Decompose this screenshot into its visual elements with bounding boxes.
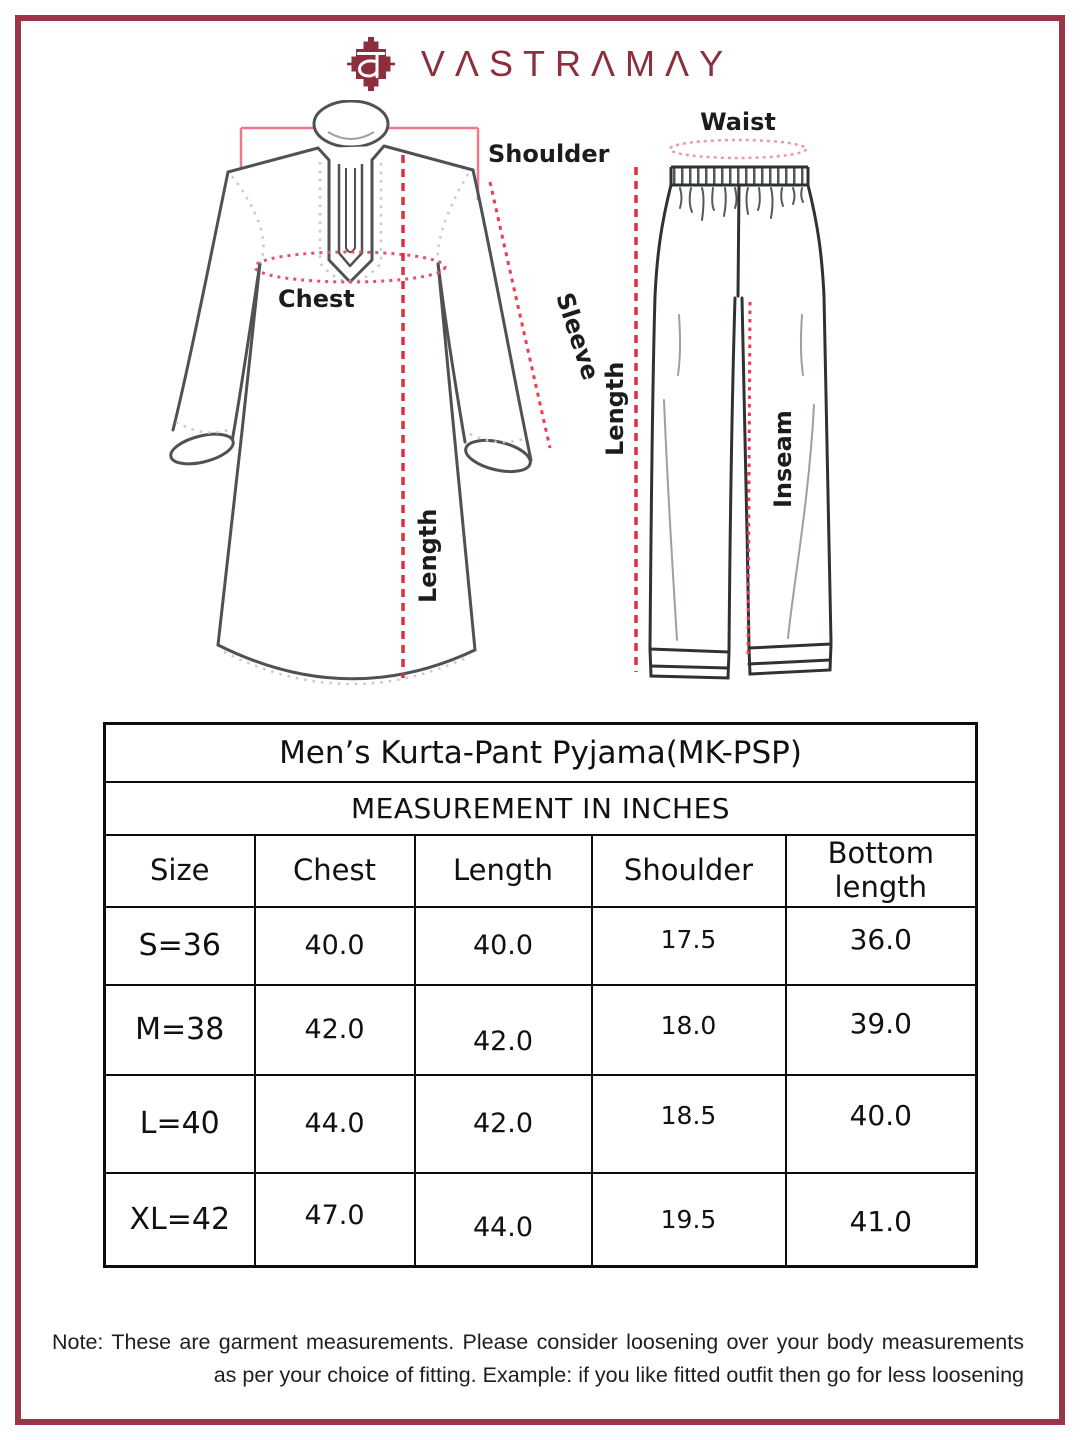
bottom-length-value: 39.0 — [849, 1007, 912, 1040]
brand-icon — [347, 36, 395, 92]
bottom-length-value: 40.0 — [849, 1099, 912, 1132]
waist-measure-ellipse — [670, 140, 806, 158]
kurta-collar-placket — [318, 132, 384, 282]
size-value: M=38 — [135, 1012, 225, 1047]
col-header-size: Size — [105, 835, 255, 907]
table-row — [105, 985, 977, 1075]
kurta-chest-label: Chest — [278, 285, 355, 313]
pyjama-waistband — [671, 167, 808, 185]
col-header-chest: Chest — [255, 835, 415, 907]
col-header-shoulder: Shoulder — [592, 835, 786, 907]
length-value: 42.0 — [472, 1026, 534, 1057]
chest-value: 40.0 — [304, 930, 365, 961]
kurta-length-label: Length — [414, 508, 442, 603]
col-header-length: Length — [415, 835, 592, 907]
size-value: S=36 — [138, 928, 221, 963]
brand-wordmark: VΛSTRΛMΛY — [420, 43, 734, 84]
note-line-2: as per your choice of fitting. Example: if you like fitted outfit then go for less loosening — [213, 1363, 1024, 1387]
brand-logo — [0, 36, 1080, 92]
shoulder-value: 17.5 — [660, 925, 717, 954]
col-header-bottom-length: Bottom length — [786, 835, 977, 907]
size-value: L=40 — [139, 1106, 220, 1141]
chest-value: 47.0 — [304, 1199, 365, 1231]
bottom-length-value: 41.0 — [849, 1204, 912, 1238]
measurement-note — [52, 1326, 1024, 1392]
stepped-cross-motif — [351, 37, 390, 91]
note-line-1: Note: These are garment measurements. Please consider loosening over your body measurements — [52, 1330, 1024, 1354]
kurta-measure-lines — [255, 155, 550, 678]
size-chart-table — [103, 722, 978, 1268]
table-row — [105, 1173, 977, 1267]
table-row — [105, 907, 977, 985]
size-value: XL=42 — [129, 1201, 231, 1237]
chest-value: 42.0 — [304, 1014, 365, 1045]
waistband-gathers — [680, 188, 803, 220]
shoulder-value: 19.5 — [660, 1204, 717, 1234]
table-subtitle: MEASUREMENT IN INCHES — [105, 782, 977, 835]
kurta-diagram — [148, 100, 610, 722]
shoulder-value: 18.5 — [660, 1101, 717, 1130]
pyjama-diagram — [578, 100, 1010, 722]
kurta-sleeve-label: Sleeve — [550, 289, 605, 384]
kurta-shoulder-label: Shoulder — [488, 140, 610, 168]
pyjama-inseam-label: Inseam — [769, 410, 797, 508]
length-value: 44.0 — [472, 1211, 534, 1243]
shoulder-value: 18.0 — [660, 1011, 717, 1040]
table-header-row — [105, 835, 977, 907]
pyjama-waist-label: Waist — [700, 108, 776, 136]
table-title: Men’s Kurta-Pant Pyjama(MK-PSP) — [105, 724, 977, 782]
length-value: 42.0 — [472, 1108, 534, 1139]
pyjama-outline — [650, 185, 831, 678]
pyjama-length-label: Length — [601, 361, 629, 456]
table-row — [105, 1075, 977, 1173]
chest-value: 44.0 — [304, 1108, 365, 1139]
bottom-length-value: 36.0 — [849, 923, 912, 956]
length-value: 40.0 — [472, 930, 534, 961]
